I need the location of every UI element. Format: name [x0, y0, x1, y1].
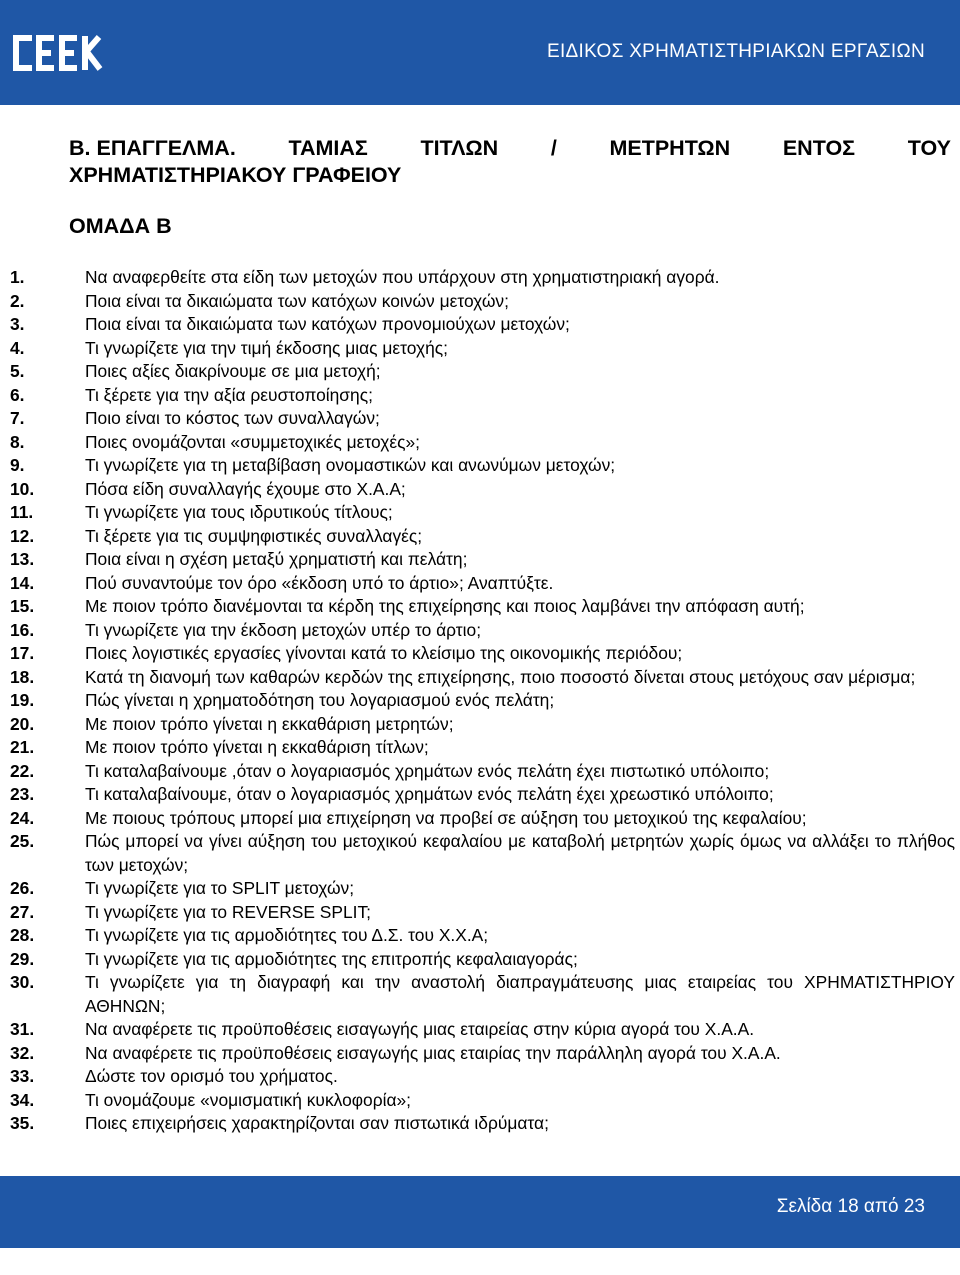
question-number: 4. [10, 337, 25, 358]
question-number: 13. [10, 549, 35, 569]
question-number: 19. [10, 690, 35, 710]
page-header [0, 0, 960, 105]
question-text: Ποια είναι η σχέση μεταξύ χρηματιστή και πελάτη; [85, 549, 468, 569]
question-number: 16. [10, 619, 35, 640]
question-item [10, 525, 955, 549]
question-number: 21. [10, 737, 35, 757]
question-text: Πώς μπορεί να γίνει αύξηση του μετοχικού κεφαλαίου με καταβολή μετρητών χωρίς όμως να αλλάξει το πλήθος των μετοχών; [85, 831, 955, 875]
question-text: Τι γνωρίζετε για τη διαγραφή και την αναστολή διαπραγμάτευσης μιας εταιρείας του ΧΡΗΜΑΤΙΣΤΗΡΙΟΥ ΑΘΗΝΩΝ; [85, 972, 955, 1016]
question-text: Ποιες αξίες διακρίνουμε σε μια μετοχή; [85, 361, 381, 381]
question-text: Τι καταλαβαίνουμε, όταν ο λογαριασμός χρημάτων ενός πελάτη έχει χρεωστικό υπόλοιπο; [85, 784, 774, 804]
question-number: 7. [10, 408, 25, 428]
question-item [10, 830, 955, 877]
group-heading: ΟΜΑΔΑ Β [69, 214, 172, 238]
question-number: 29. [10, 948, 35, 969]
question-text: Με ποιον τρόπο γίνεται η εκκαθάριση τίτλων; [85, 737, 429, 757]
question-item [10, 901, 955, 925]
question-number: 5. [10, 361, 25, 381]
question-item [10, 431, 955, 455]
question-text: Τι γνωρίζετε για το REVERSE SPLIT; [85, 901, 372, 922]
question-item [10, 1042, 955, 1066]
question-list [10, 266, 955, 1136]
question-number: 26. [10, 878, 35, 898]
question-text: Τι γνωρίζετε για την έκδοση μετοχών υπέρ το άρτιο; [85, 619, 482, 640]
question-item [10, 337, 955, 361]
question-text: Ποιες επιχειρήσεις χαρακτηρίζονται σαν πιστωτικά ιδρύματα; [85, 1113, 549, 1133]
question-item [10, 642, 955, 666]
question-item [10, 619, 955, 643]
question-item [10, 1018, 955, 1042]
question-text: Πώς γίνεται η χρηματοδότηση του λογαριασμού ενός πελάτη; [85, 690, 555, 710]
question-text: Δώστε τον ορισμό του χρήματος. [85, 1066, 338, 1086]
question-number: 6. [10, 384, 25, 405]
section-title-line2: ΧΡΗΜΑΤΙΣΤΗΡΙΑΚΟΥ ΓΡΑΦΕΙΟΥ [69, 163, 402, 187]
question-number: 15. [10, 596, 35, 616]
question-item [10, 595, 955, 619]
question-item [10, 924, 955, 948]
question-text: Τι γνωρίζετε για τις αρμοδιότητες της επιτροπής κεφαλαιαγοράς; [85, 948, 578, 969]
question-item [10, 1089, 955, 1113]
question-number: 27. [10, 901, 35, 922]
question-text: Ποιο είναι το κόστος των συναλλαγών; [85, 408, 380, 428]
question-item [10, 454, 955, 478]
question-number: 12. [10, 525, 35, 546]
section-title [69, 135, 951, 189]
question-number: 9. [10, 455, 25, 475]
question-number: 2. [10, 290, 25, 311]
question-number: 35. [10, 1113, 35, 1133]
question-text: Τι ονομάζουμε «νομισματική κυκλοφορία»; [85, 1089, 412, 1110]
question-text: Τι γνωρίζετε για το SPLIT μετοχών; [85, 878, 355, 898]
question-number: 25. [10, 831, 35, 851]
question-text: Ποιες ονομάζονται «συμμετοχικές μετοχές»; [85, 431, 420, 452]
title-word: / [550, 136, 557, 160]
title-word: ΤΟΥ [907, 136, 951, 160]
question-item [10, 548, 955, 572]
question-text: Ποια είναι τα δικαιώματα των κατόχων κοινών μετοχών; [85, 290, 509, 311]
question-number: 31. [10, 1019, 35, 1039]
question-number: 28. [10, 925, 35, 945]
question-number: 32. [10, 1042, 35, 1063]
question-item [10, 478, 955, 502]
question-number: 33. [10, 1066, 35, 1086]
question-text: Τι ξέρετε για τις συμψηφιστικές συναλλαγές; [85, 525, 423, 546]
question-text: Τι γνωρίζετε για τους ιδρυτικούς τίτλους; [85, 502, 393, 522]
question-text: Να αναφερθείτε στα είδη των μετοχών που υπάρχουν στη χρηματιστηριακή αγορά. [85, 267, 720, 287]
question-item [10, 971, 955, 1018]
question-number: 18. [10, 666, 35, 687]
question-item [10, 501, 955, 525]
header-title: ΕΙΔΙΚΟΣ ΧΡΗΜΑΤΙΣΤΗΡΙΑΚΩΝ ΕΡΓΑΣΙΩΝ [546, 41, 925, 62]
question-number: 20. [10, 713, 35, 734]
question-item [10, 1065, 955, 1089]
question-number: 23. [10, 784, 35, 804]
question-text: Να αναφέρετε τις προϋποθέσεις εισαγωγής μιας εταιρείας στην κύρια αγορά του Χ.Α.Α. [85, 1019, 755, 1039]
page-footer [0, 1176, 960, 1248]
question-item [10, 572, 955, 596]
question-number: 8. [10, 431, 25, 452]
question-text: Με ποιους τρόπους μπορεί μια επιχείρηση να προβεί σε αύξηση του μετοχικού της κεφαλαίου; [85, 807, 807, 828]
question-item [10, 736, 955, 760]
question-text: Πού συναντούμε τον όρο «έκδοση υπό το άρτιο»; Αναπτύξτε. [85, 572, 554, 593]
question-item [10, 384, 955, 408]
question-text: Κατά τη διανομή των καθαρών κερδών της επιχείρησης, ποιο ποσοστό δίνεται στους μετόχους σαν μέρισμα; [85, 666, 916, 687]
question-text: Να αναφέρετε τις προϋποθέσεις εισαγωγής μιας εταιρίας την παράλληλη αγορά του Χ.Α.Α. [85, 1042, 781, 1063]
question-number: 22. [10, 760, 35, 781]
question-number: 34. [10, 1089, 35, 1110]
question-number: 30. [10, 972, 35, 992]
question-number: 24. [10, 807, 35, 828]
question-number: 14. [10, 572, 35, 593]
question-text: Τι γνωρίζετε για τη μεταβίβαση ονομαστικών και ανωνύμων μετοχών; [85, 455, 616, 475]
question-item [10, 877, 955, 901]
title-word: ΤΙΤΛΩΝ [420, 136, 499, 160]
title-word: ΕΝΤΟΣ [782, 136, 856, 160]
question-item [10, 713, 955, 737]
question-item [10, 266, 955, 290]
page-number: Σελίδα 18 από 23 [776, 1196, 925, 1217]
question-number: 11. [10, 502, 34, 522]
question-number: 1. [10, 267, 25, 287]
question-text: Τι καταλαβαίνουμε ,όταν ο λογαριασμός χρημάτων ενός πελάτη έχει πιστωτικό υπόλοιπο; [85, 760, 770, 781]
question-item [10, 807, 955, 831]
question-text: Με ποιον τρόπο διανέμονται τα κέρδη της επιχείρησης και ποιος λαμβάνει την απόφαση αυτή; [85, 596, 805, 616]
question-text: Πόσα είδη συναλλαγής έχουμε στο Χ.Α.Α; [85, 478, 406, 499]
ceek-logo [8, 28, 103, 78]
question-text: Τι γνωρίζετε για τις αρμοδιότητες του Δ.Σ. του Χ.Χ.Α; [85, 925, 489, 945]
question-text: Ποιες λογιστικές εργασίες γίνονται κατά το κλείσιμο της οικονομικής περιόδου; [85, 643, 683, 663]
title-word: Β. ΕΠΑΓΓΕΛΜΑ. [69, 136, 236, 160]
question-number: 3. [10, 314, 25, 334]
question-item [10, 666, 955, 690]
title-word: ΜΕΤΡΗΤΩΝ [609, 136, 731, 160]
question-item [10, 1112, 955, 1136]
question-item [10, 313, 955, 337]
question-item [10, 360, 955, 384]
title-word: ΤΑΜΙΑΣ [288, 136, 368, 160]
question-number: 10. [10, 478, 35, 499]
question-item [10, 689, 955, 713]
question-text: Ποια είναι τα δικαιώματα των κατόχων προνομιούχων μετοχών; [85, 314, 570, 334]
question-number: 17. [10, 643, 35, 663]
section-title-line1 [69, 135, 951, 162]
question-item [10, 290, 955, 314]
question-text: Τι ξέρετε για την αξία ρευστοποίησης; [85, 384, 373, 405]
question-text: Τι γνωρίζετε για την τιμή έκδοσης μιας μετοχής; [85, 337, 449, 358]
question-text: Με ποιον τρόπο γίνεται η εκκαθάριση μετρητών; [85, 713, 454, 734]
question-item [10, 407, 955, 431]
question-item [10, 783, 955, 807]
question-item [10, 948, 955, 972]
question-item [10, 760, 955, 784]
